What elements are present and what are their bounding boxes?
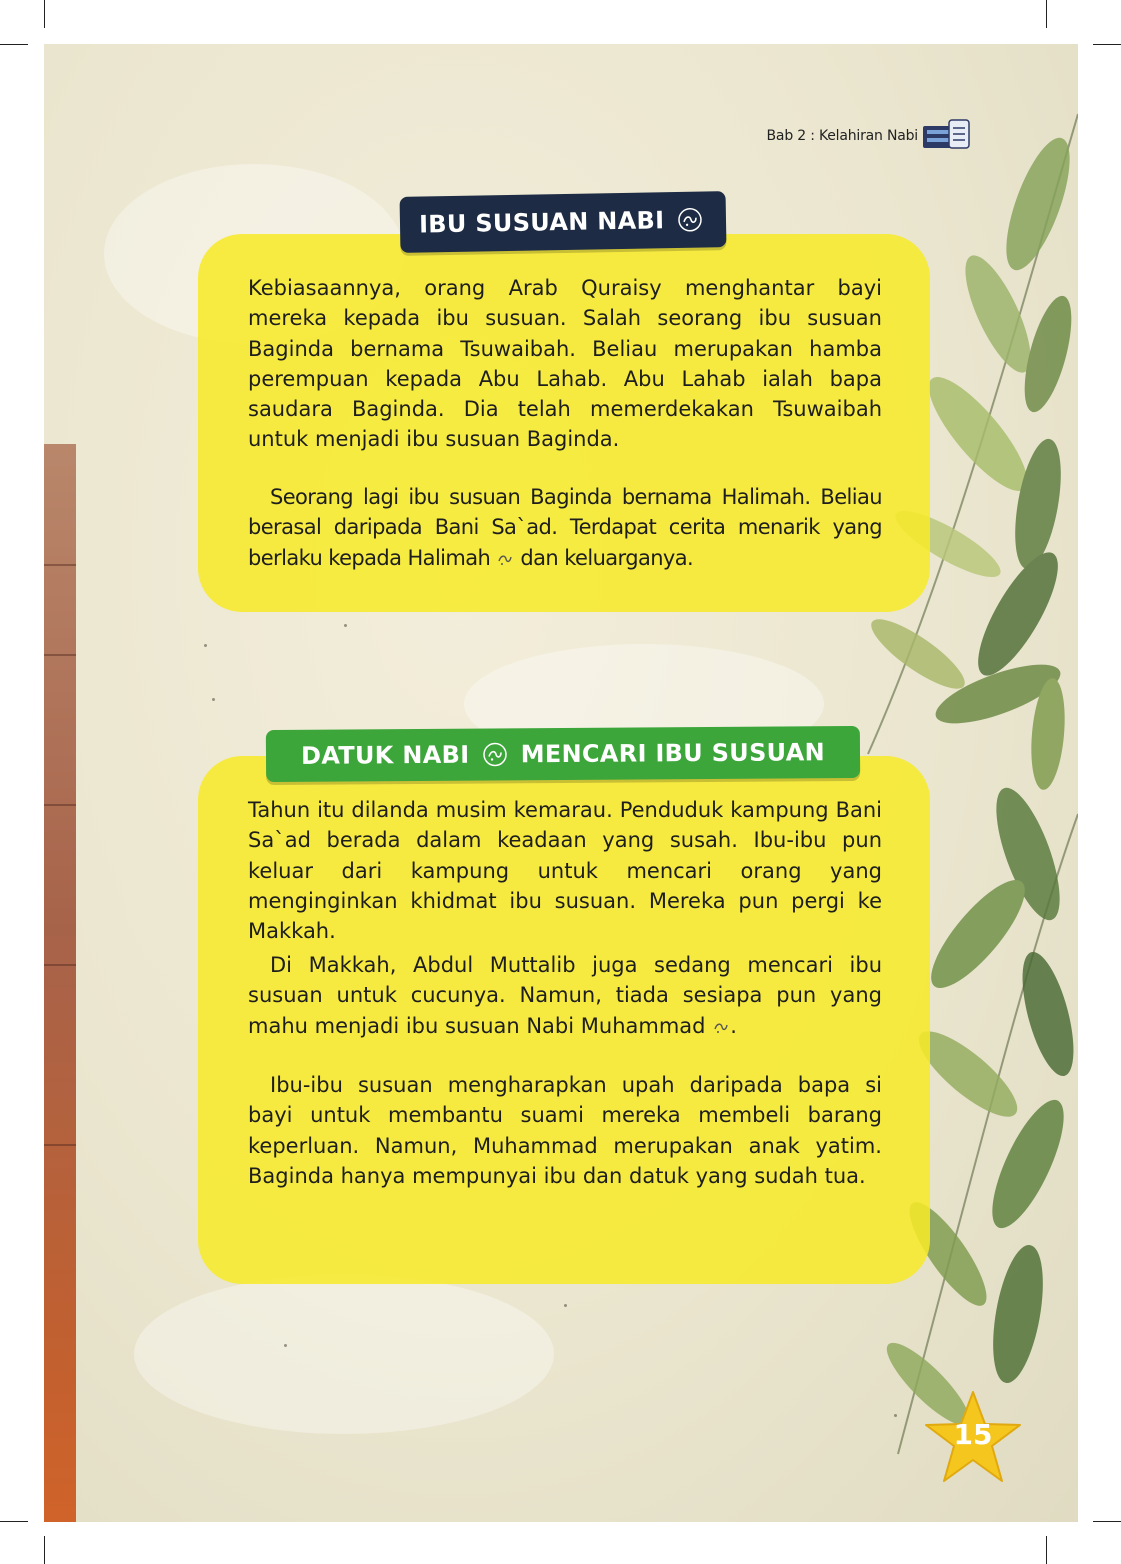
- illustration-strip: [44, 444, 76, 1522]
- honorific-icon: [712, 1018, 730, 1036]
- book-scroll-icon: [921, 116, 973, 154]
- chapter-header: Bab 2 : Kelahiran Nabi: [766, 128, 918, 144]
- paper-speck: [284, 1344, 287, 1347]
- paper-texture: [134, 1274, 554, 1434]
- paragraph: [248, 950, 882, 1041]
- honorific-icon: [482, 741, 508, 767]
- paragraph-text: dan keluarganya.: [520, 545, 694, 570]
- crop-mark: [1093, 1521, 1121, 1522]
- crop-mark: [1046, 1536, 1047, 1564]
- paragraph: Kebiasaannya, orang Arab Quraisy menghantar bayi mereka kepada ibu susuan. Salah seorang ibu susuan Baginda bernama Tsuwaibah. Beliau merupakan hamba perempuan kepada Abu Lahab. Abu Lahab ialah bapa saudara Baginda. Dia telah memerdekakan Tsuwaibah untuk menjadi ibu susuan Baginda.: [248, 276, 882, 452]
- paragraph-text: .: [730, 1013, 737, 1038]
- section-title-text: DATUK NABI: [300, 740, 470, 770]
- paragraph: Tahun itu dilanda musim kemarau. Penduduk kampung Bani Sa`ad berada dalam keadaan yang susah. Ibu-ibu pun keluar dari kampung untuk mencari orang yang menginginkan khidmat ibu susuan. Mereka pun pergi ke Makkah.: [248, 798, 882, 944]
- honorific-icon: [496, 550, 514, 568]
- paper-speck: [344, 624, 347, 627]
- paper-speck: [204, 644, 207, 647]
- section-title-text: IBU SUSUAN NABI: [418, 206, 665, 239]
- page-number-badge: [924, 1390, 1022, 1484]
- paper-speck: [212, 698, 215, 701]
- crop-mark: [44, 1536, 45, 1564]
- paragraph-text: Seorang lagi ibu susuan Baginda bernama Halimah. Beliau berasal daripada Bani Sa`ad. Terdapat cerita menarik yang berlaku kepada Halimah: [248, 485, 882, 570]
- crop-mark: [1093, 44, 1121, 45]
- section-title-text: MENCARI IBU SUSUAN: [520, 738, 826, 769]
- crop-mark: [44, 0, 45, 28]
- paragraph: [248, 482, 882, 573]
- book-page: [44, 44, 1078, 1522]
- page-number: 15: [953, 1418, 993, 1451]
- paper-speck: [564, 1304, 567, 1307]
- crop-mark: [0, 44, 28, 45]
- crop-mark: [1046, 0, 1047, 28]
- paragraph-text: Ibu-ibu susuan mengharapkan upah daripada bapa si bayi untuk membantu suami mereka membeli barang keperluan. Namun, Muhammad merupakan anak yatim. Baginda hanya mempunyai ibu dan datuk yang sudah tua.: [248, 1073, 882, 1188]
- honorific-icon: [677, 207, 703, 233]
- paragraph: [248, 1070, 882, 1191]
- section-title: [400, 191, 727, 253]
- crop-mark: [0, 1521, 28, 1522]
- paragraph-text: Di Makkah, Abdul Muttalib juga sedang mencari ibu susuan untuk cucunya. Namun, tiada sesiapa pun yang mahu menjadi ibu susuan Nabi Muhammad: [248, 953, 882, 1038]
- section-title: [266, 726, 860, 782]
